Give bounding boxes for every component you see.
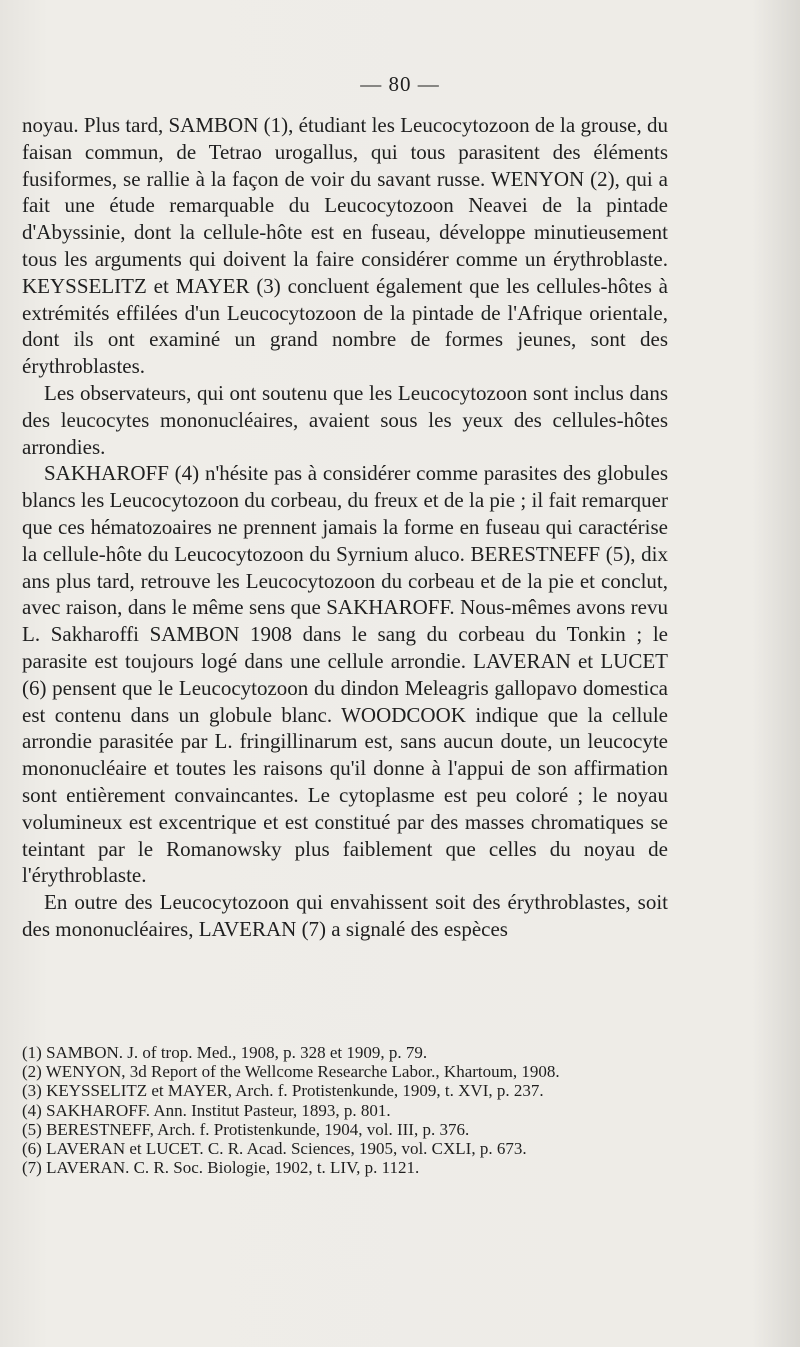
paragraph: SAKHAROFF (4) n'hésite pas à considérer comme parasites des globules blancs les Leucocytozoon du corbeau, du freux et de la pie ; il fait remarquer que ces hématozoaires ne prennent jamais la forme en fuseau qui caractérise la cellule-hôte du Leucocytozoon du Syrnium aluco. BERESTNEFF (5), dix ans plus tard, retrouve les Leucocytozoon du corbeau et de la pie et conclut, avec raison, dans le même sens que SAKHAROFF. Nous-mêmes avons revu L. Sakharoffi SAMBON 1908 dans le sang du corbeau du Tonkin ; le parasite est toujours logé dans une cellule arrondie. LAVERAN et LUCET (6) pensent que le Leucocytozoon du dindon Meleagris gallopavo domestica est contenu dans un globule blanc. WOODCOOK indique que la cellule arrondie parasitée par L. fringillinarum est, sans aucun doute, un leucocyte mononucléaire et toutes les raisons qu'il donne à l'appui de son affirmation sont entièrement convaincantes. Le cytoplasme est peu coloré ; le noyau volumineux est excentrique et est constitué par des masses chromatiques se teintant par le Romanowsky plus faiblement que celles du noyau de l'érythroblaste.: [22, 461, 668, 888]
footnotes: [22, 1043, 668, 1177]
paragraph: noyau. Plus tard, SAMBON (1), étudiant les Leucocytozoon de la grouse, du faisan commun, de Tetrao urogallus, qui tous parasitent des éléments fusiformes, se rallie à la façon de voir du savant russe. WENYON (2), qui a fait une étude remarquable du Leucocytozoon Neavei de la pintade d'Abyssinie, dont la cellule-hôte est en fuseau, développe minutieusement tous les arguments qui doivent la faire considérer comme un érythroblaste. KEYSSELITZ et MAYER (3) concluent également que les cellules-hôtes à extrémités effilées d'un Leucocytozoon de la pintade de l'Afrique orientale, dont ils ont examiné un grand nombre de formes jeunes, sont des érythroblastes.: [22, 113, 668, 379]
footnote: (1) SAMBON. J. of trop. Med., 1908, p. 328 et 1909, p. 79.: [22, 1043, 428, 1062]
body-text: [22, 112, 668, 943]
footnote: (2) WENYON, 3d Report of the Wellcome Researche Labor., Khartoum, 1908.: [22, 1062, 560, 1082]
footnote: (7) LAVERAN. C. R. Soc. Biologie, 1902, t. LIV, p. 1121.: [22, 1158, 420, 1178]
paragraph: Les observateurs, qui ont soutenu que les Leucocytozoon sont inclus dans des leucocytes mononucléaires, avaient sous les yeux des cellules-hôtes arrondies.: [22, 380, 668, 459]
footnote: (3) KEYSSELITZ et MAYER, Arch. f. Protistenkunde, 1909, t. XVI, p. 237.: [22, 1081, 544, 1101]
footnote: (5) BERESTNEFF, Arch. f. Protistenkunde, 1904, vol. III, p. 376.: [22, 1119, 470, 1139]
paragraph: En outre des Leucocytozoon qui envahissent soit des érythroblastes, soit des mononucléaires, LAVERAN (7) a signalé des espèces: [22, 890, 668, 941]
footnote: (6) LAVERAN et LUCET. C. R. Acad. Sciences, 1905, vol. CXLI, p. 673.: [22, 1139, 527, 1159]
footnote: (4) SAKHAROFF. Ann. Institut Pasteur, 1893, p. 801.: [22, 1100, 391, 1120]
page-number: — 80 —: [360, 72, 440, 96]
